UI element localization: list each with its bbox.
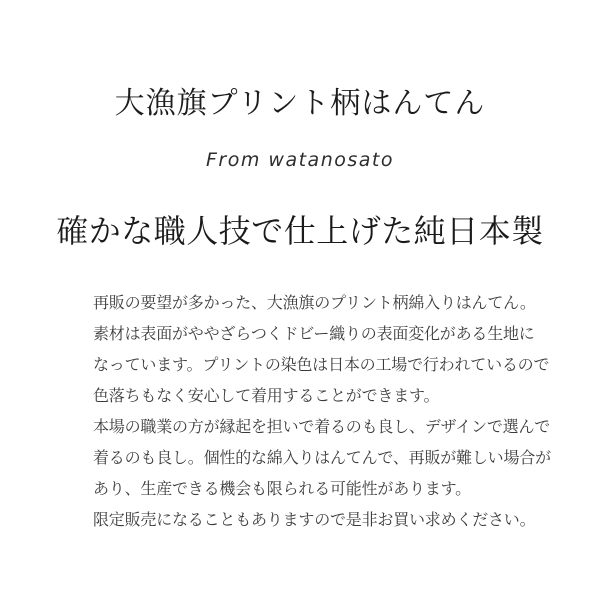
brand-signature: From watanosato (206, 149, 394, 171)
product-title: 大漁旗プリント柄はんてん (114, 87, 486, 120)
description-line: 色落ちもなく安心して着用することができます。 (93, 388, 440, 405)
description-line: あり、生産できる機会も限られる可能性があります。 (93, 481, 471, 498)
description-line: 着るのも良し。個性的な綿入りはんてんで、再販が難しい場合が (93, 450, 551, 467)
description-line: 本場の職業の方が縁起を担いで着るのも良し、デザインで選んで (93, 419, 551, 436)
description-line: 素材は表面がややざらつくドビー織りの表面変化がある生地に (93, 326, 535, 343)
description-line: 限定販売になることもありますので是非お買い求めください。 (93, 512, 536, 529)
description-line: なっています。プリントの染色は日本の工場で行われているので (93, 357, 550, 374)
section-heading: 確かな職人技で仕上げた純日本製 (56, 213, 544, 249)
product-description (93, 288, 570, 536)
description-line: 再販の要望が多かった、大漁旗のプリント柄綿入りはんてん。 (93, 295, 536, 312)
